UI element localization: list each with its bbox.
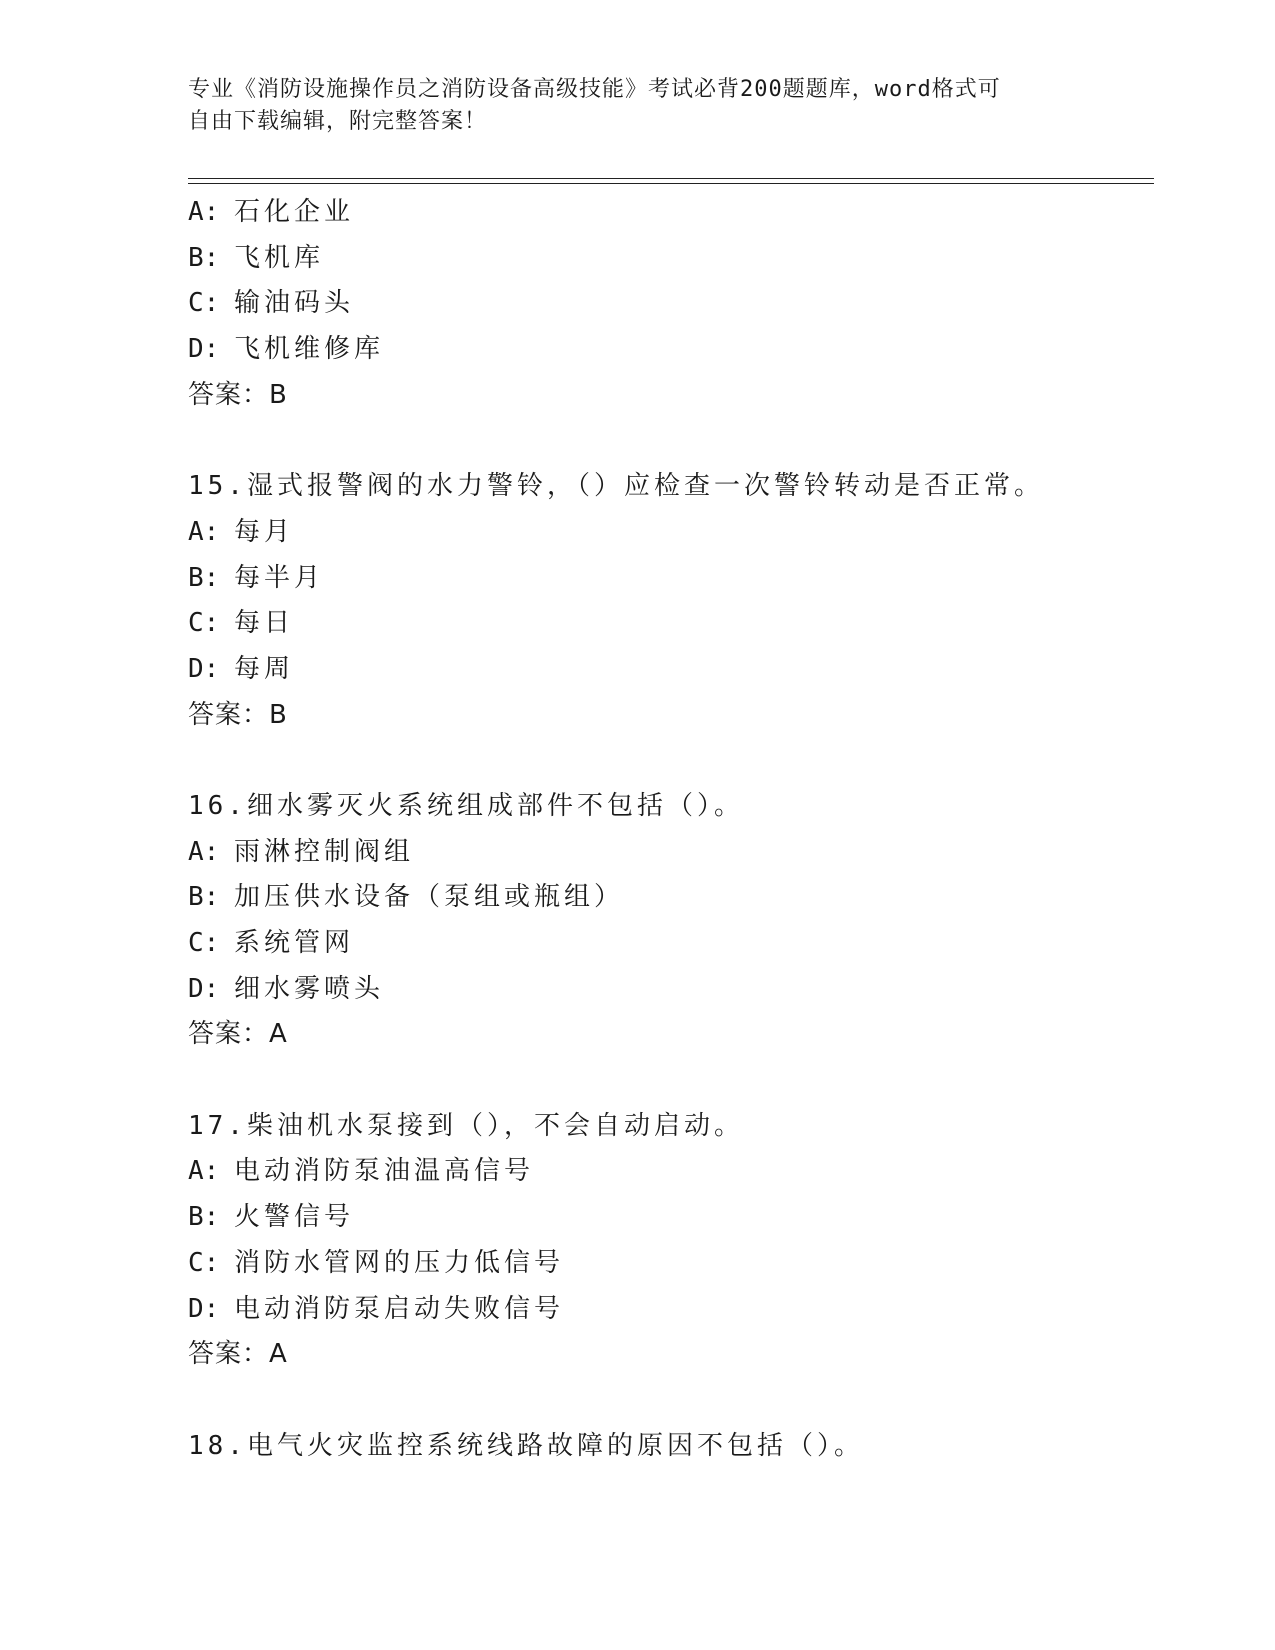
question-text: 15.湿式报警阀的水力警铃，（）应检查一次警铃转动是否正常。 — [188, 471, 1044, 502]
option-d — [188, 647, 1148, 693]
question-15 — [188, 464, 1148, 738]
option-letter: B: — [188, 882, 220, 913]
spacer — [188, 1378, 1148, 1424]
option-letter: C: — [188, 928, 220, 958]
option-text: 飞机库 — [234, 242, 325, 273]
option-a — [188, 190, 1148, 236]
option-c — [188, 921, 1148, 967]
answer: 答案：B — [188, 379, 288, 410]
option-b — [188, 236, 1148, 282]
question-14 — [188, 190, 1148, 418]
option-text: 飞机维修库 — [234, 334, 385, 365]
option-text: 石化企业 — [234, 197, 355, 227]
option-a — [188, 1149, 1148, 1195]
option-text: 火警信号 — [234, 1202, 355, 1233]
option-c — [188, 1241, 1148, 1287]
question-text: 18.电气火灾监控系统线路故障的原因不包括（）。 — [188, 1430, 864, 1461]
option-text: 电动消防泵油温高信号 — [234, 1156, 535, 1187]
document-header — [188, 74, 1088, 138]
option-text: 加压供水设备（泵组或瓶组） — [234, 882, 625, 913]
question-18 — [188, 1424, 1148, 1470]
header-line-2: 自由下载编辑，附完整答案！ — [188, 109, 488, 134]
question-17 — [188, 1104, 1148, 1378]
option-letter: D: — [188, 334, 220, 365]
header-line-1: 专业《消防设施操作员之消防设备高级技能》考试必背200题题库，word格式可 — [188, 77, 1001, 102]
option-b — [188, 556, 1148, 602]
spacer — [188, 1058, 1148, 1104]
option-text: 每月 — [234, 516, 295, 547]
option-c — [188, 281, 1148, 327]
option-letter: A: — [188, 197, 220, 227]
option-a — [188, 830, 1148, 876]
question-16 — [188, 784, 1148, 1058]
option-b — [188, 1195, 1148, 1241]
option-b — [188, 875, 1148, 921]
option-letter: A: — [188, 516, 220, 547]
header-divider-top — [188, 178, 1154, 179]
option-text: 每半月 — [234, 562, 325, 593]
option-text: 消防水管网的压力低信号 — [234, 1247, 565, 1278]
option-c — [188, 601, 1148, 647]
option-letter: D: — [188, 973, 220, 1004]
option-text: 每周 — [234, 653, 295, 684]
option-letter: C: — [188, 608, 220, 639]
option-text: 系统管网 — [234, 928, 355, 958]
answer: 答案：B — [188, 699, 288, 730]
option-letter: A: — [188, 836, 220, 867]
header-divider-bottom — [188, 183, 1154, 184]
question-text: 16.细水雾灭火系统组成部件不包括（）。 — [188, 790, 744, 821]
option-text: 雨淋控制阀组 — [234, 836, 415, 867]
option-d — [188, 327, 1148, 373]
option-letter: A: — [188, 1156, 220, 1187]
option-letter: D: — [188, 653, 220, 684]
spacer — [188, 738, 1148, 784]
option-text: 每日 — [234, 608, 295, 639]
answer: 答案：A — [188, 1019, 288, 1050]
question-list — [188, 190, 1148, 1469]
question-text: 17.柴油机水泵接到（），不会自动启动。 — [188, 1110, 744, 1141]
option-text: 细水雾喷头 — [234, 973, 385, 1004]
option-letter: C: — [188, 288, 220, 319]
option-d — [188, 1287, 1148, 1333]
option-a — [188, 510, 1148, 556]
option-text: 输油码头 — [234, 288, 355, 319]
option-letter: D: — [188, 1293, 220, 1324]
option-letter: C: — [188, 1247, 220, 1278]
option-letter: B: — [188, 1202, 220, 1233]
answer: 答案：A — [188, 1339, 288, 1370]
option-letter: B: — [188, 562, 220, 593]
option-text: 电动消防泵启动失败信号 — [234, 1293, 565, 1324]
option-d — [188, 967, 1148, 1013]
option-letter: B: — [188, 242, 220, 273]
spacer — [188, 418, 1148, 464]
